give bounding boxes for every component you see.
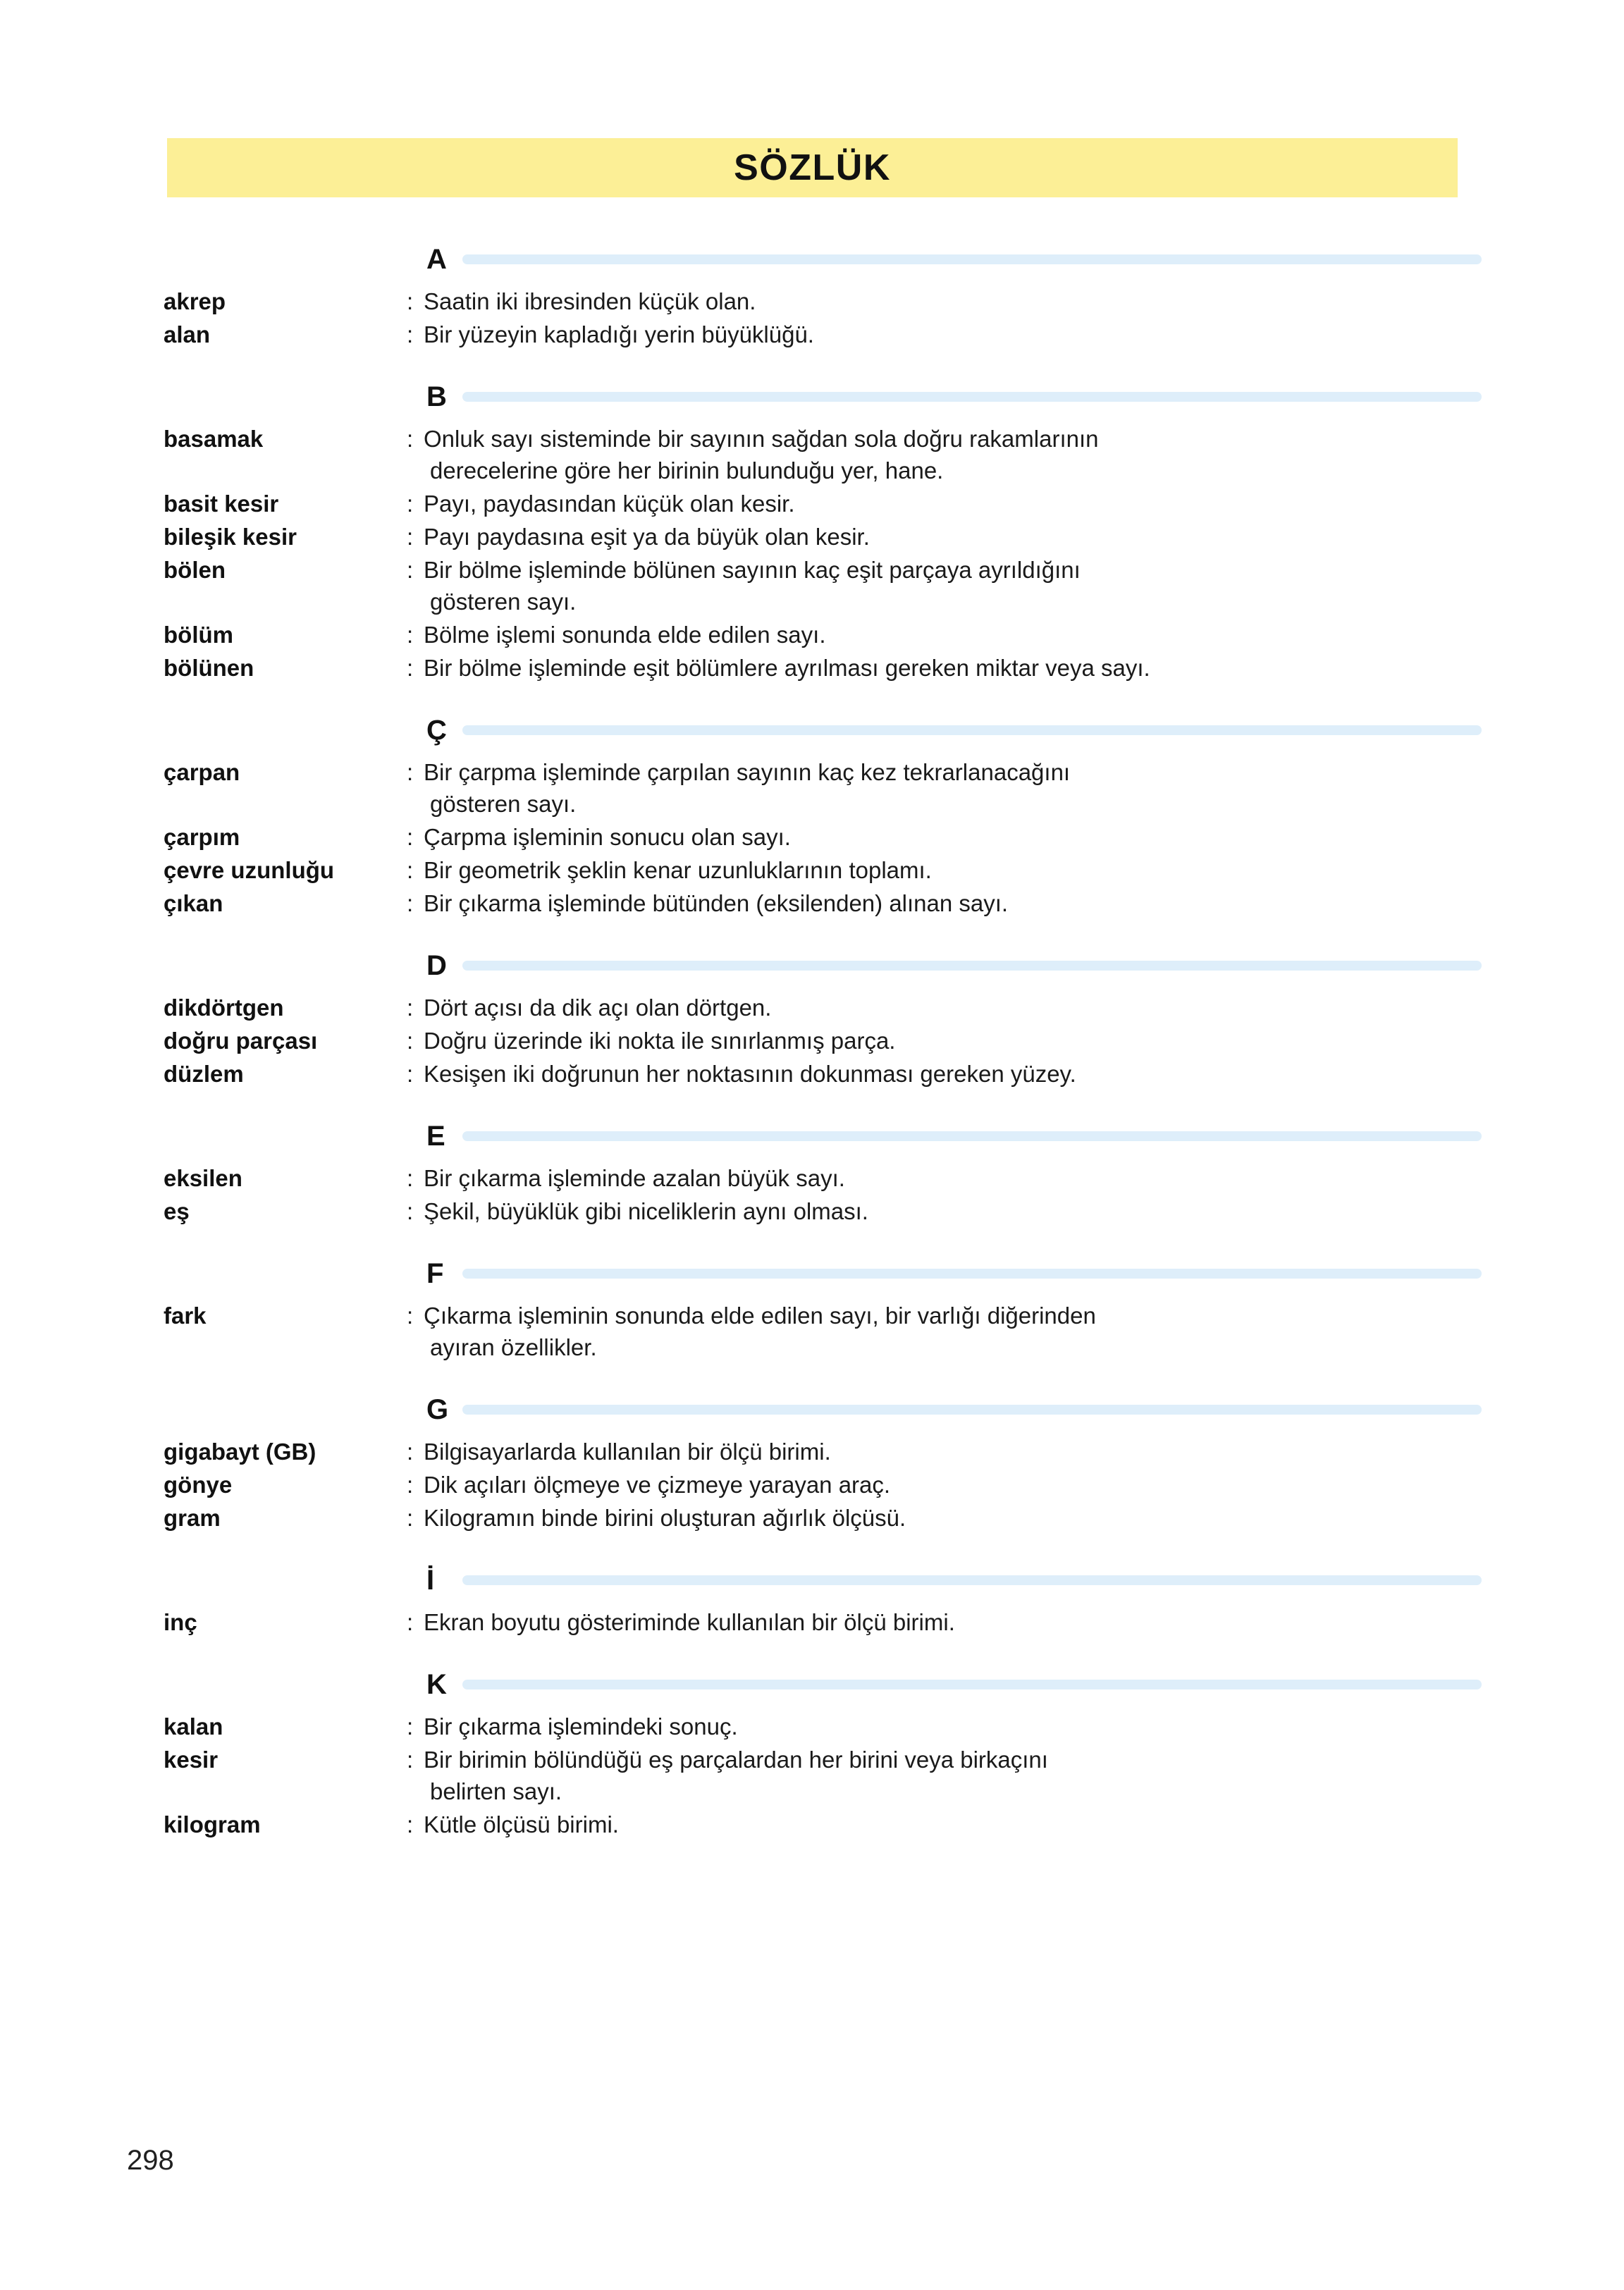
entry-definition-line: Kesişen iki doğrunun her noktasının dokunması gereken yüzey. (424, 1061, 1076, 1087)
entry-definition-line: Bir bölme işleminde bölünen sayının kaç eşit parçaya ayrıldığını (424, 557, 1081, 583)
entry-separator: : (407, 890, 414, 916)
entry-definition (424, 887, 1482, 919)
letter-divider-bar (462, 254, 1482, 264)
entry-list (164, 1300, 1482, 1363)
entry-list (164, 756, 1482, 919)
entry-separator: : (407, 1439, 414, 1465)
letter-heading (426, 710, 1482, 750)
letter-group (164, 1254, 1482, 1363)
entry-definition-line: Ekran boyutu gösteriminde kullanılan bir ölçü birimi. (424, 1609, 955, 1635)
glossary-entry (164, 1744, 1482, 1807)
letter-heading (426, 1116, 1482, 1156)
letter-label: K (426, 1669, 447, 1700)
entry-definition (424, 1606, 1482, 1638)
entry-separator: : (407, 759, 414, 785)
glossary-entry (164, 756, 1482, 820)
entry-term: eş (164, 1198, 190, 1224)
entry-separator: : (407, 1028, 414, 1054)
letter-group (164, 1390, 1482, 1534)
glossary-entry (164, 619, 1482, 651)
entry-definition-line: Kütle ölçüsü birimi. (424, 1811, 619, 1837)
entry-term: kalan (164, 1713, 223, 1740)
entry-separator: : (407, 321, 414, 347)
entry-definition (424, 285, 1482, 317)
glossary-entry (164, 1300, 1482, 1363)
entry-term: çarpan (164, 759, 240, 785)
entry-definition-line: Bilgisayarlarda kullanılan bir ölçü birimi. (424, 1439, 831, 1465)
page-title-banner (167, 138, 1458, 197)
entry-definition (424, 992, 1482, 1023)
entry-definition-line: Bir çarpma işleminde çarpılan sayının kaç kez tekrarlanacağını (424, 759, 1071, 785)
glossary-entry (164, 521, 1482, 553)
entry-term: doğru parçası (164, 1028, 318, 1054)
entry-separator: : (407, 995, 414, 1021)
letter-label: İ (426, 1565, 435, 1596)
letter-group (164, 1560, 1482, 1638)
letter-group (164, 240, 1482, 350)
letter-group (164, 1116, 1482, 1227)
entry-separator: : (407, 491, 414, 517)
entry-term: bölüm (164, 622, 233, 648)
entry-definition-continuation: gösteren sayı. (430, 791, 577, 817)
glossary-entry (164, 1502, 1482, 1534)
entry-definition-line: Bir bölme işleminde eşit bölümlere ayrılması gereken miktar veya sayı. (424, 655, 1150, 681)
glossary-entry (164, 821, 1482, 853)
entry-term: alan (164, 321, 211, 347)
entry-list (164, 992, 1482, 1090)
entry-term: eksilen (164, 1165, 242, 1191)
entry-separator: : (407, 1472, 414, 1498)
page-number: 298 (127, 2145, 174, 2176)
entry-definition-line: Payı paydasına eşit ya da büyük olan kesir. (424, 524, 870, 550)
entry-definition (424, 1711, 1482, 1742)
entry-term: kilogram (164, 1811, 261, 1837)
letter-group (164, 377, 1482, 684)
entry-list (164, 285, 1482, 350)
entry-definition (424, 1162, 1482, 1194)
entry-definition (424, 554, 1482, 617)
entry-separator: : (407, 426, 414, 452)
entry-definition (424, 821, 1482, 853)
letter-group (164, 946, 1482, 1090)
letter-heading (426, 946, 1482, 985)
entry-definition (424, 652, 1482, 684)
entry-term: gigabayt (GB) (164, 1439, 316, 1465)
entry-definition (424, 756, 1482, 820)
entry-definition (424, 1058, 1482, 1090)
entry-separator: : (407, 1061, 414, 1087)
letter-label: B (426, 381, 447, 412)
entry-term: düzlem (164, 1061, 244, 1087)
entry-separator: : (407, 655, 414, 681)
glossary-entry (164, 1025, 1482, 1057)
entry-term: inç (164, 1609, 197, 1635)
letter-divider-bar (462, 1131, 1482, 1141)
entry-term: bölen (164, 557, 226, 583)
letter-divider-bar (462, 1405, 1482, 1415)
entry-definition-line: Dört açısı da dik açı olan dörtgen. (424, 995, 772, 1021)
letter-heading (426, 1390, 1482, 1429)
letter-heading (426, 377, 1482, 417)
entry-separator: : (407, 1505, 414, 1531)
entry-list (164, 1711, 1482, 1840)
letter-group (164, 710, 1482, 919)
entry-separator: : (407, 1747, 414, 1773)
entry-definition-line: Bir yüzeyin kapladığı yerin büyüklüğü. (424, 321, 814, 347)
entry-term: bölünen (164, 655, 254, 681)
entry-separator: : (407, 1165, 414, 1191)
glossary-entry (164, 1162, 1482, 1194)
entry-separator: : (407, 622, 414, 648)
entry-definition (424, 423, 1482, 486)
glossary-entry (164, 887, 1482, 919)
letter-heading (426, 240, 1482, 279)
entry-separator: : (407, 857, 414, 883)
entry-term: basamak (164, 426, 264, 452)
letter-label: A (426, 244, 447, 275)
entry-definition (424, 1025, 1482, 1057)
letter-label: F (426, 1258, 444, 1289)
letter-divider-bar (462, 1575, 1482, 1585)
entry-definition (424, 1744, 1482, 1807)
entry-term: gönye (164, 1472, 233, 1498)
entry-definition-line: Payı, paydasından küçük olan kesir. (424, 491, 795, 517)
entry-term: çarpım (164, 824, 240, 850)
letter-label: G (426, 1394, 449, 1425)
glossary-entry (164, 1195, 1482, 1227)
entry-list (164, 1436, 1482, 1534)
entry-definition-line: Dik açıları ölçmeye ve çizmeye yarayan araç. (424, 1472, 891, 1498)
glossary-entry (164, 652, 1482, 684)
entry-definition-line: Bir birimin bölündüğü eş parçalardan her birini veya birkaçını (424, 1747, 1048, 1773)
letter-divider-bar (462, 1269, 1482, 1279)
letter-divider-bar (462, 1680, 1482, 1689)
entry-definition-continuation: ayıran özellikler. (430, 1334, 597, 1360)
entry-separator: : (407, 524, 414, 550)
entry-separator: : (407, 1713, 414, 1740)
letter-group (164, 1665, 1482, 1840)
entry-definition (424, 1300, 1482, 1363)
glossary-entry (164, 1606, 1482, 1638)
entry-definition-line: Çıkarma işleminin sonunda elde edilen sayı, bir varlığı diğerinden (424, 1303, 1096, 1329)
entry-separator: : (407, 1609, 414, 1635)
entry-definition-line: Doğru üzerinde iki nokta ile sınırlanmış parça. (424, 1028, 896, 1054)
entry-separator: : (407, 1811, 414, 1837)
entry-definition (424, 1469, 1482, 1501)
letter-divider-bar (462, 392, 1482, 402)
entry-term: çevre uzunluğu (164, 857, 335, 883)
entry-separator: : (407, 557, 414, 583)
entry-separator: : (407, 824, 414, 850)
letter-divider-bar (462, 961, 1482, 971)
letter-label: Ç (426, 715, 447, 746)
entry-definition (424, 521, 1482, 553)
entry-definition-line: Kilogramın binde birini oluşturan ağırlık ölçüsü. (424, 1505, 906, 1531)
entry-term: çıkan (164, 890, 223, 916)
entry-term: gram (164, 1505, 221, 1531)
letter-heading (426, 1665, 1482, 1704)
glossary-entry (164, 488, 1482, 519)
glossary-entry (164, 1436, 1482, 1467)
letter-heading (426, 1254, 1482, 1293)
entry-definition (424, 619, 1482, 651)
entry-separator: : (407, 288, 414, 314)
glossary-entry (164, 319, 1482, 350)
entry-definition-line: Bir çıkarma işleminde bütünden (eksilenden) alınan sayı. (424, 890, 1009, 916)
entry-term: basit kesir (164, 491, 279, 517)
glossary-entry (164, 1469, 1482, 1501)
letter-heading (426, 1560, 1482, 1600)
entry-list (164, 423, 1482, 684)
glossary-entry (164, 992, 1482, 1023)
entry-definition-continuation: gösteren sayı. (430, 589, 577, 615)
entry-definition-line: Bir çıkarma işleminde azalan büyük sayı. (424, 1165, 845, 1191)
page-title: SÖZLÜK (734, 147, 891, 188)
glossary-entry (164, 554, 1482, 617)
entry-term: akrep (164, 288, 226, 314)
glossary-entry (164, 285, 1482, 317)
entry-separator: : (407, 1303, 414, 1329)
entry-definition (424, 854, 1482, 886)
glossary-entry (164, 1809, 1482, 1840)
glossary-entry (164, 1711, 1482, 1742)
entry-definition-line: Bir geometrik şeklin kenar uzunluklarının toplamı. (424, 857, 932, 883)
entry-term: dikdörtgen (164, 995, 284, 1021)
entry-definition-line: Şekil, büyüklük gibi niceliklerin aynı olması. (424, 1198, 868, 1224)
entry-list (164, 1162, 1482, 1227)
entry-definition (424, 319, 1482, 350)
entry-definition (424, 488, 1482, 519)
entry-definition (424, 1809, 1482, 1840)
entry-definition (424, 1502, 1482, 1534)
entry-separator: : (407, 1198, 414, 1224)
letter-label: E (426, 1121, 445, 1152)
entry-definition-continuation: derecelerine göre her birinin bulunduğu yer, hane. (430, 457, 944, 484)
entry-term: fark (164, 1303, 207, 1329)
entry-list (164, 1606, 1482, 1638)
entry-definition-line: Onluk sayı sisteminde bir sayının sağdan sola doğru rakamlarının (424, 426, 1099, 452)
entry-definition-line: Saatin iki ibresinden küçük olan. (424, 288, 756, 314)
letter-label: D (426, 950, 447, 981)
entry-term: bileşik kesir (164, 524, 297, 550)
entry-definition-line: Bir çıkarma işlemindeki sonuç. (424, 1713, 738, 1740)
entry-definition-continuation: belirten sayı. (430, 1778, 562, 1804)
glossary-list (164, 240, 1482, 1840)
entry-definition (424, 1195, 1482, 1227)
entry-definition-line: Çarpma işleminin sonucu olan sayı. (424, 824, 791, 850)
glossary-entry (164, 854, 1482, 886)
entry-term: kesir (164, 1747, 219, 1773)
entry-definition-line: Bölme işlemi sonunda elde edilen sayı. (424, 622, 826, 648)
glossary-entry (164, 423, 1482, 486)
letter-divider-bar (462, 725, 1482, 735)
entry-definition (424, 1436, 1482, 1467)
glossary-entry (164, 1058, 1482, 1090)
